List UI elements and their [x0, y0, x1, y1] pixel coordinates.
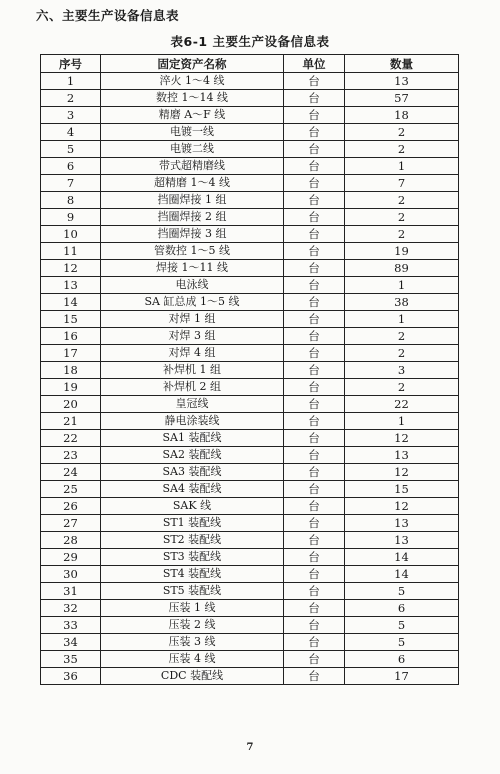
- quantity-cell: 22: [345, 396, 459, 413]
- row-index-cell: 3: [41, 107, 101, 124]
- row-index-cell: 5: [41, 141, 101, 158]
- page-number: 7: [246, 742, 254, 753]
- unit-cell: 台: [284, 141, 345, 158]
- asset-name-cell: 挡圈焊接 3 组: [101, 226, 284, 243]
- quantity-cell: 19: [345, 243, 459, 260]
- asset-name-cell: SA3 装配线: [101, 464, 284, 481]
- quantity-cell: 18: [345, 107, 459, 124]
- section-heading: 六、主要生产设备信息表: [36, 8, 180, 23]
- asset-name-cell: ST1 装配线: [101, 515, 284, 532]
- unit-cell: 台: [284, 481, 345, 498]
- row-index-cell: 9: [41, 209, 101, 226]
- table-row: [41, 498, 459, 515]
- unit-cell: 台: [284, 634, 345, 651]
- quantity-cell: 6: [345, 600, 459, 617]
- quantity-cell: 14: [345, 549, 459, 566]
- unit-cell: 台: [284, 430, 345, 447]
- asset-name-cell: ST3 装配线: [101, 549, 284, 566]
- asset-name-cell: 补焊机 2 组: [101, 379, 284, 396]
- table-row: [41, 209, 459, 226]
- asset-name-cell: 对焊 3 组: [101, 328, 284, 345]
- unit-cell: 台: [284, 413, 345, 430]
- table-row: [41, 430, 459, 447]
- table-row: [41, 481, 459, 498]
- unit-cell: 台: [284, 583, 345, 600]
- row-index-cell: 27: [41, 515, 101, 532]
- quantity-cell: 2: [345, 345, 459, 362]
- table-row: [41, 447, 459, 464]
- asset-name-cell: ST4 装配线: [101, 566, 284, 583]
- row-index-cell: 20: [41, 396, 101, 413]
- unit-cell: 台: [284, 379, 345, 396]
- unit-cell: 台: [284, 617, 345, 634]
- quantity-cell: 2: [345, 141, 459, 158]
- row-index-cell: 11: [41, 243, 101, 260]
- asset-name-cell: 电镀一线: [101, 124, 284, 141]
- quantity-cell: 13: [345, 73, 459, 90]
- row-index-cell: 18: [41, 362, 101, 379]
- asset-name-cell: 超精磨 1～4 线: [101, 175, 284, 192]
- asset-name-cell: 压装 3 线: [101, 634, 284, 651]
- quantity-cell: 6: [345, 651, 459, 668]
- table-row: [41, 73, 459, 90]
- quantity-cell: 1: [345, 311, 459, 328]
- row-index-cell: 31: [41, 583, 101, 600]
- table-row: [41, 107, 459, 124]
- unit-cell: 台: [284, 90, 345, 107]
- unit-cell: 台: [284, 158, 345, 175]
- unit-cell: 台: [284, 294, 345, 311]
- asset-name-cell: 补焊机 1 组: [101, 362, 284, 379]
- row-index-cell: 14: [41, 294, 101, 311]
- table-row: [41, 192, 459, 209]
- asset-name-cell: ST5 装配线: [101, 583, 284, 600]
- table-row: [41, 600, 459, 617]
- column-header-asset-name: 固定资产名称: [101, 55, 284, 73]
- quantity-cell: 2: [345, 192, 459, 209]
- table-row: [41, 345, 459, 362]
- unit-cell: 台: [284, 226, 345, 243]
- unit-cell: 台: [284, 600, 345, 617]
- table-row: [41, 668, 459, 685]
- row-index-cell: 22: [41, 430, 101, 447]
- quantity-cell: 38: [345, 294, 459, 311]
- table-row: [41, 566, 459, 583]
- unit-cell: 台: [284, 107, 345, 124]
- table-row: [41, 583, 459, 600]
- quantity-cell: 2: [345, 124, 459, 141]
- table-row: [41, 413, 459, 430]
- row-index-cell: 34: [41, 634, 101, 651]
- table-row: [41, 243, 459, 260]
- asset-name-cell: 对焊 1 组: [101, 311, 284, 328]
- quantity-cell: 3: [345, 362, 459, 379]
- table-row: [41, 328, 459, 345]
- table-title: 表6-1 主要生产设备信息表: [170, 34, 330, 49]
- table-row: [41, 294, 459, 311]
- unit-cell: 台: [284, 515, 345, 532]
- row-index-cell: 6: [41, 158, 101, 175]
- table-row: [41, 515, 459, 532]
- quantity-cell: 5: [345, 634, 459, 651]
- row-index-cell: 25: [41, 481, 101, 498]
- column-header-index: 序号: [41, 55, 101, 73]
- unit-cell: 台: [284, 566, 345, 583]
- quantity-cell: 5: [345, 583, 459, 600]
- quantity-cell: 13: [345, 532, 459, 549]
- unit-cell: 台: [284, 209, 345, 226]
- quantity-cell: 2: [345, 209, 459, 226]
- table-row: [41, 464, 459, 481]
- quantity-cell: 17: [345, 668, 459, 685]
- asset-name-cell: SAK 线: [101, 498, 284, 515]
- asset-name-cell: CDC 装配线: [101, 668, 284, 685]
- quantity-cell: 2: [345, 226, 459, 243]
- row-index-cell: 29: [41, 549, 101, 566]
- quantity-cell: 13: [345, 447, 459, 464]
- row-index-cell: 36: [41, 668, 101, 685]
- quantity-cell: 12: [345, 430, 459, 447]
- table-row: [41, 158, 459, 175]
- unit-cell: 台: [284, 73, 345, 90]
- table-row: [41, 651, 459, 668]
- quantity-cell: 13: [345, 515, 459, 532]
- unit-cell: 台: [284, 328, 345, 345]
- asset-name-cell: 压装 2 线: [101, 617, 284, 634]
- unit-cell: 台: [284, 651, 345, 668]
- asset-name-cell: 数控 1～14 线: [101, 90, 284, 107]
- table-row: [41, 124, 459, 141]
- unit-cell: 台: [284, 260, 345, 277]
- row-index-cell: 23: [41, 447, 101, 464]
- unit-cell: 台: [284, 447, 345, 464]
- table-row: [41, 362, 459, 379]
- quantity-cell: 5: [345, 617, 459, 634]
- unit-cell: 台: [284, 175, 345, 192]
- table-row: [41, 277, 459, 294]
- quantity-cell: 1: [345, 277, 459, 294]
- row-index-cell: 10: [41, 226, 101, 243]
- row-index-cell: 17: [41, 345, 101, 362]
- row-index-cell: 35: [41, 651, 101, 668]
- row-index-cell: 32: [41, 600, 101, 617]
- quantity-cell: 2: [345, 328, 459, 345]
- asset-name-cell: 焊接 1～11 线: [101, 260, 284, 277]
- quantity-cell: 14: [345, 566, 459, 583]
- asset-name-cell: 皇冠线: [101, 396, 284, 413]
- table-row: [41, 532, 459, 549]
- asset-name-cell: 静电涂装线: [101, 413, 284, 430]
- equipment-table-body: [41, 73, 459, 685]
- table-row: [41, 226, 459, 243]
- equipment-table: [40, 54, 459, 685]
- asset-name-cell: 电镀二线: [101, 141, 284, 158]
- asset-name-cell: 电泳线: [101, 277, 284, 294]
- quantity-cell: 1: [345, 413, 459, 430]
- table-row: [41, 549, 459, 566]
- table-header-row: [41, 55, 459, 73]
- asset-name-cell: 对焊 4 组: [101, 345, 284, 362]
- asset-name-cell: ST2 装配线: [101, 532, 284, 549]
- row-index-cell: 26: [41, 498, 101, 515]
- quantity-cell: 12: [345, 464, 459, 481]
- unit-cell: 台: [284, 192, 345, 209]
- unit-cell: 台: [284, 464, 345, 481]
- row-index-cell: 12: [41, 260, 101, 277]
- row-index-cell: 2: [41, 90, 101, 107]
- row-index-cell: 30: [41, 566, 101, 583]
- unit-cell: 台: [284, 311, 345, 328]
- asset-name-cell: 带式超精磨线: [101, 158, 284, 175]
- unit-cell: 台: [284, 124, 345, 141]
- row-index-cell: 15: [41, 311, 101, 328]
- unit-cell: 台: [284, 277, 345, 294]
- row-index-cell: 1: [41, 73, 101, 90]
- row-index-cell: 28: [41, 532, 101, 549]
- table-row: [41, 141, 459, 158]
- row-index-cell: 13: [41, 277, 101, 294]
- table-row: [41, 396, 459, 413]
- table-row: [41, 175, 459, 192]
- asset-name-cell: SA1 装配线: [101, 430, 284, 447]
- unit-cell: 台: [284, 549, 345, 566]
- table-row: [41, 634, 459, 651]
- unit-cell: 台: [284, 345, 345, 362]
- quantity-cell: 12: [345, 498, 459, 515]
- asset-name-cell: 压装 4 线: [101, 651, 284, 668]
- table-row: [41, 379, 459, 396]
- quantity-cell: 15: [345, 481, 459, 498]
- asset-name-cell: 精磨 A～F 线: [101, 107, 284, 124]
- unit-cell: 台: [284, 396, 345, 413]
- column-header-unit: 单位: [284, 55, 345, 73]
- asset-name-cell: 淬火 1～4 线: [101, 73, 284, 90]
- asset-name-cell: 挡圈焊接 2 组: [101, 209, 284, 226]
- column-header-quantity: 数量: [345, 55, 459, 73]
- table-row: [41, 260, 459, 277]
- row-index-cell: 19: [41, 379, 101, 396]
- asset-name-cell: SA2 装配线: [101, 447, 284, 464]
- quantity-cell: 57: [345, 90, 459, 107]
- asset-name-cell: 管数控 1～5 线: [101, 243, 284, 260]
- unit-cell: 台: [284, 532, 345, 549]
- row-index-cell: 4: [41, 124, 101, 141]
- row-index-cell: 7: [41, 175, 101, 192]
- row-index-cell: 16: [41, 328, 101, 345]
- unit-cell: 台: [284, 668, 345, 685]
- asset-name-cell: SA4 装配线: [101, 481, 284, 498]
- row-index-cell: 8: [41, 192, 101, 209]
- row-index-cell: 21: [41, 413, 101, 430]
- unit-cell: 台: [284, 362, 345, 379]
- row-index-cell: 33: [41, 617, 101, 634]
- asset-name-cell: 挡圈焊接 1 组: [101, 192, 284, 209]
- table-row: [41, 311, 459, 328]
- row-index-cell: 24: [41, 464, 101, 481]
- unit-cell: 台: [284, 498, 345, 515]
- quantity-cell: 7: [345, 175, 459, 192]
- quantity-cell: 89: [345, 260, 459, 277]
- asset-name-cell: SA 缸总成 1～5 线: [101, 294, 284, 311]
- table-row: [41, 90, 459, 107]
- quantity-cell: 1: [345, 158, 459, 175]
- asset-name-cell: 压装 1 线: [101, 600, 284, 617]
- quantity-cell: 2: [345, 379, 459, 396]
- unit-cell: 台: [284, 243, 345, 260]
- table-row: [41, 617, 459, 634]
